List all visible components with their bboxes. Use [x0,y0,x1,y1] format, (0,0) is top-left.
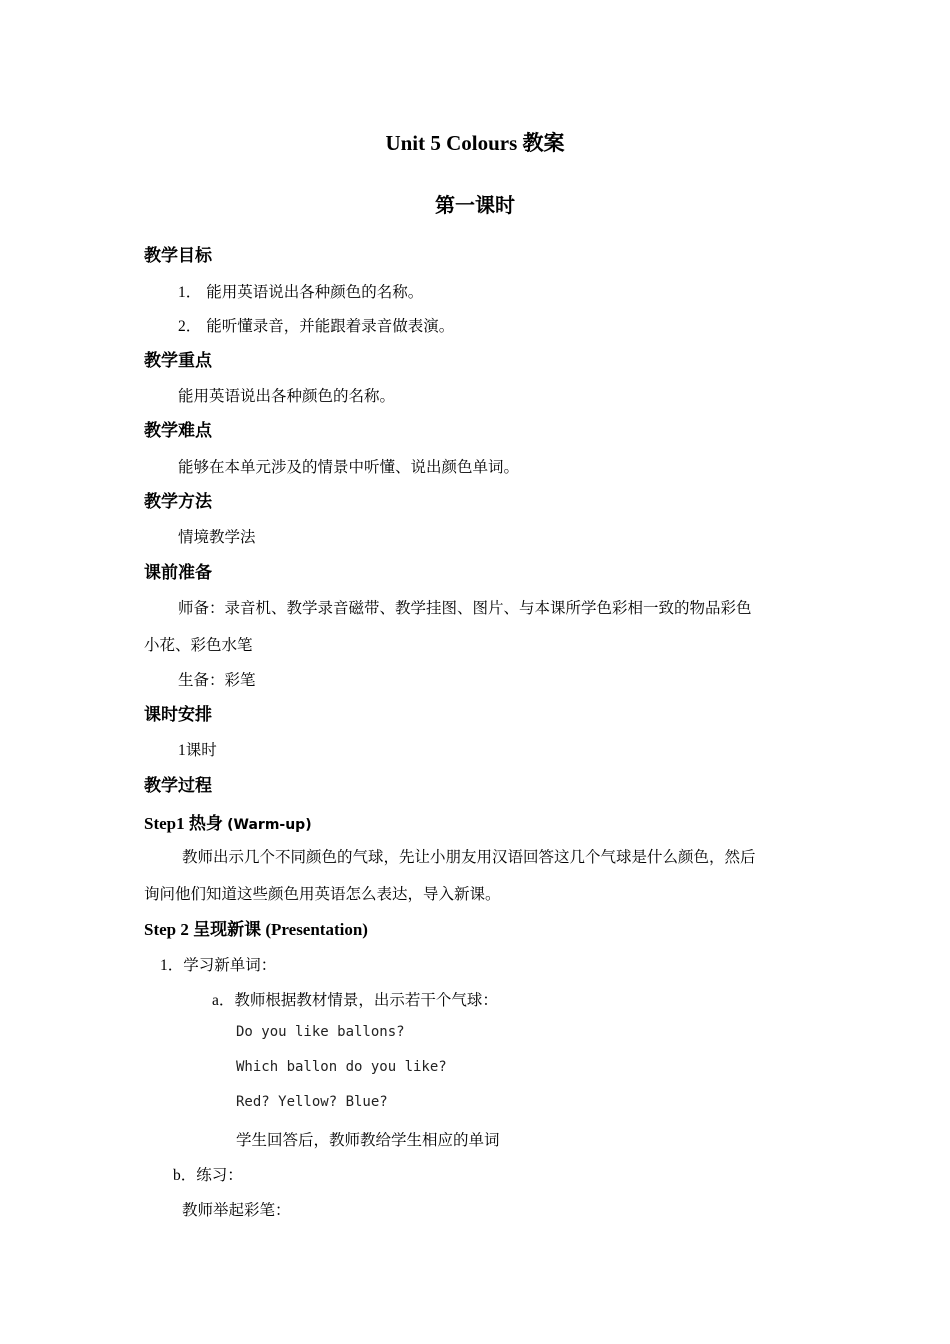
step2-item1-text: 学习新单词： [183,956,277,974]
goal-item-2-text: 能听懂录音，并能跟着录音做表演。 [206,317,455,335]
student-preparation: 生备：彩笔 [178,671,256,689]
step2-b-line: 教师举起彩笔： [182,1201,291,1219]
step2-b-label: b． [173,1167,197,1184]
teacher-preparation-line1: 师备：录音机、教学录音磁带、教学挂图、图片、与本课所学色彩相一致的物品彩色 [178,599,752,617]
step1-line1: 教师出示几个不同颜色的气球，先让小朋友用汉语回答这几个气球是什么颜色，然后 [182,848,756,866]
goals-heading: 教学目标 [144,246,212,266]
step2-a-label: a． [212,992,235,1009]
difficulties-heading: 教学难点 [144,421,212,441]
step1-label: Step1 热身 [144,814,223,833]
step2-a-text: 教师根据教材情景，出示若干个气球： [234,991,498,1009]
goal-item-2 [178,314,454,336]
key-points-heading: 教学重点 [144,351,212,371]
lesson-subtitle: 第一课时 [435,193,515,217]
schedule-unit: 课时 [185,741,217,759]
question-2: Which ballon do you like? [236,1059,447,1075]
document-title: Unit 5 Colours 教案 [385,131,565,155]
key-points-text: 能用英语说出各种颜色的名称。 [178,387,396,405]
step1-heading [144,809,312,834]
goal-item-1-num: 1． [178,284,202,301]
step2-item1-num: 1． [160,957,184,974]
goal-item-1 [178,280,423,302]
goal-item-1-text: 能用英语说出各种颜色的名称。 [206,283,424,301]
step2-heading: Step 2 呈现新课 (Presentation) [144,920,368,939]
step2-item1 [160,953,276,975]
question-1: Do you like ballons? [236,1024,405,1040]
schedule-heading: 课时安排 [144,705,212,725]
step1-sub: (Warm-up) [227,817,312,833]
step1-line2: 询问他们知道这些颜色用英语怎么表达，导入新课。 [144,885,501,903]
preparation-heading: 课前准备 [144,563,212,583]
step2-a-after: 学生回答后，教师教给学生相应的单词 [236,1131,500,1149]
question-3: Red? Yellow? Blue? [236,1094,388,1110]
method-text: 情境教学法 [178,528,256,546]
teacher-preparation-line2: 小花、彩色水笔 [144,636,253,654]
process-heading: 教学过程 [144,776,212,796]
step2-a [212,988,498,1010]
goal-item-2-num: 2． [178,318,202,335]
schedule-text [178,738,217,760]
step2-b-text: 练习： [196,1166,243,1184]
step2-b [173,1163,243,1185]
schedule-num: 1 [178,742,186,759]
difficulties-text: 能够在本单元涉及的情景中听懂、说出颜色单词。 [178,458,520,476]
method-heading: 教学方法 [144,492,212,512]
